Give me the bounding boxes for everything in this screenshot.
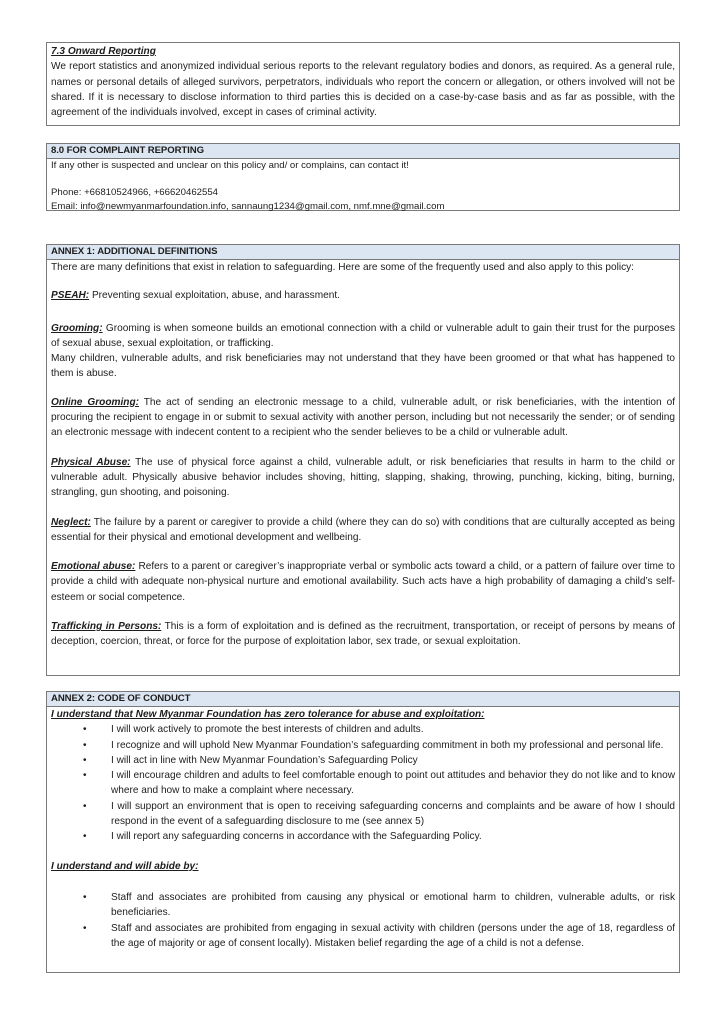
section-onward-reporting (46, 42, 680, 126)
bullet-icon: • (83, 724, 87, 736)
list-item: • Staff and associates are prohibited from causing any physical or emotional harm to children, vulnerable adults, or risk beneficiaries. (83, 891, 675, 919)
list-item: • I will act in line with New Myanmar Foundation’s Safeguarding Policy (83, 753, 675, 768)
definition-term: PSEAH: (51, 290, 90, 302)
commitments-list (51, 722, 675, 844)
bullet-icon: • (83, 754, 87, 766)
complaint-intro: If any other is suspected and unclear on this policy and/ or complains, can contact it! (51, 160, 409, 171)
annex-2-subhead-abide-by: I understand and will abide by: (51, 860, 199, 872)
definition-online-grooming (51, 395, 675, 441)
bullet-icon: • (83, 770, 87, 782)
annex-1-header: ANNEX 1: ADDITIONAL DEFINITIONS (47, 245, 679, 260)
email-addresses: Email: info@newmyanmarfoundation.info, sannaung1234@gmail.com, nmf.mne@gmail.com (51, 201, 445, 213)
list-item: • I will encourage children and adults to feel comfortable enough to point out attitudes and behavior they do not like and to know where and how to make a complaint where necessary. (83, 770, 675, 797)
list-item: • I recognize and will uphold New Myanmar Foundation’s safeguarding commitment in both my professional and personal life. (83, 738, 675, 753)
bullet-icon: • (83, 739, 87, 751)
annex-1-intro: There are many definitions that exist in relation to safeguarding. Here are some of the frequently used and also apply to this policy: (51, 262, 634, 273)
definition-term: Neglect: (51, 516, 91, 528)
definition-text: The act of sending an electronic message to a child, vulnerable adult, or risk beneficiaries, with the intention of procuring the recipient to engage in or submit to sexual activity with another person, including but not necessarily the sender; or of sending an electronic message with indecent content to a recipient who the sender believes to be a child or vulnerable adult. (51, 396, 675, 439)
definition-grooming (51, 321, 675, 352)
section-header: 8.0 FOR COMPLAINT REPORTING (47, 144, 679, 159)
list-item: • I will report any safeguarding concerns in accordance with the Safeguarding Policy. (83, 829, 675, 844)
prohibitions-list (51, 890, 675, 951)
section-body: We report statistics and anonymized individual serious reports to the relevant regulatory bodies and donors, as required. As a general rule, names or personal details of alleged survivors, perpetrators, individuals who report the concern or allegation, or others involved will not be shared. If it is necessary to disclose information to third parties this is decided on a case-by-case basis and as far as possible, with the agreement of the individuals involved, except in cases of criminal activity. (51, 61, 675, 119)
annex-2-code-of-conduct (46, 691, 680, 973)
definition-text: This is a form of exploitation and is defined as the recruitment, transportation, or receipt of persons by means of deception, coercion, threat, or force for the purpose of exploitation labor, sex trade, or sexual exploitation. (51, 621, 675, 648)
definition-neglect (51, 515, 675, 546)
definition-term: Emotional abuse: (51, 561, 136, 573)
definition-term: Trafficking in Persons: (51, 621, 162, 633)
definition-text: Grooming is when someone builds an emotional connection with a child or vulnerable adult to gain their trust for the purposes of sexual abuse, sexual exploitation, or trafficking. (51, 322, 675, 349)
phone-numbers: Phone: +66810524966, +66620462554 (51, 186, 218, 198)
definition-pseah (51, 288, 675, 303)
annex-2-header: ANNEX 2: CODE OF CONDUCT (47, 692, 679, 707)
definition-emotional-abuse (51, 559, 675, 605)
definition-text: Preventing sexual exploitation, abuse, and harassment. (89, 290, 340, 302)
bullet-icon: • (83, 831, 87, 843)
definition-term: Grooming: (51, 322, 103, 334)
definition-text: The use of physical force against a child, vulnerable adult, or risk beneficiaries that results in harm to the child or vulnerable adult. Physically abusive behavior includes shoving, hitting, slapping, shaking, throwing, punching, kicking, biting, burning, strangling, gun shooting, and poisoning. (51, 456, 675, 499)
definition-term: Physical Abuse: (51, 456, 131, 468)
list-item: • I will work actively to promote the best interests of children and adults. (83, 722, 675, 737)
definition-term: Online Grooming: (51, 396, 139, 408)
definition-text: The failure by a parent or caregiver to provide a child (where they can do so) with conditions that are culturally accepted as being essential for their physical and emotional development and wellbeing. (51, 516, 675, 543)
list-item: • I will support an environment that is open to receiving safeguarding concerns and complaints and be aware of how I should respond in the event of a safeguarding disclosure to me (see annex 5) (83, 800, 675, 828)
definition-physical-abuse (51, 455, 675, 501)
section-title: 7.3 Onward Reporting (51, 46, 156, 57)
definition-trafficking (51, 619, 675, 650)
bullet-icon: • (83, 922, 87, 934)
list-item: • Staff and associates are prohibited from engaging in sexual activity with children (persons under the age of 18, regardless of the age of majority or age of consent locally). Mistaken belief regarding the age of a child is not a defense. (83, 922, 675, 949)
section-complaint-reporting (46, 143, 680, 211)
bullet-icon: • (83, 891, 87, 903)
definition-grooming-extra: Many children, vulnerable adults, and risk beneficiaries may not understand that they have been groomed or that what has happened to them is abuse. (51, 353, 675, 380)
annex-2-subhead-zero-tolerance: I understand that New Myanmar Foundation has zero tolerance for abuse and exploitation: (51, 709, 485, 720)
definition-text: Refers to a parent or caregiver’s inappropriate verbal or symbolic acts toward a child, or a pattern of failure over time to provide a child with adequate non-physical nurture and emotional availability. Such acts have a high probability of damaging a child’s self-esteem or social competence. (51, 561, 675, 603)
annex-1-definitions (46, 244, 680, 676)
bullet-icon: • (83, 800, 87, 812)
